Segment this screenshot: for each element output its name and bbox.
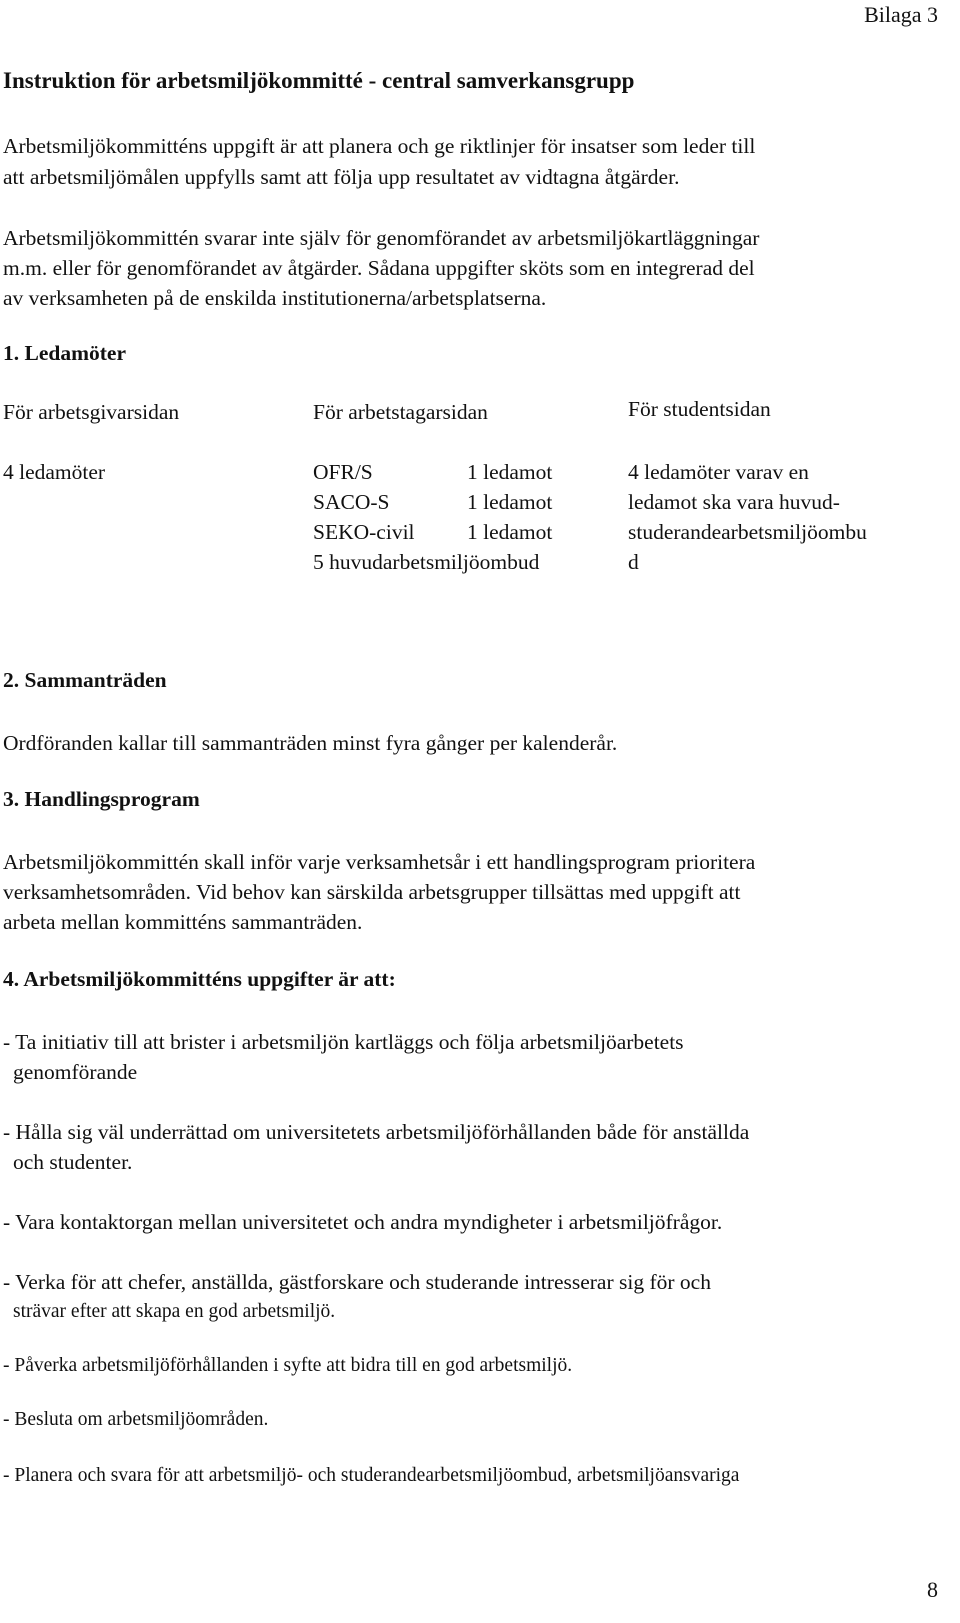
employee-count-2: 1 ledamot (467, 490, 553, 514)
intro-paragraph-1-line-2: att arbetsmiljömålen uppfylls samt att följa upp resultatet av vidtagna åtgärder. (3, 165, 680, 189)
task-item-2-line-2: och studenter. (13, 1150, 133, 1174)
col-employer-header: För arbetsgivarsidan (3, 400, 180, 424)
employee-count-1: 1 ledamot (467, 460, 553, 484)
section-1-heading: 1. Ledamöter (3, 341, 126, 365)
intro-paragraph-2-line-1: Arbetsmiljökommittén svarar inte själv för genomförandet av arbetsmiljökartläggningar (3, 226, 760, 250)
student-line-1: 4 ledamöter varav en (628, 460, 809, 484)
student-line-4: d (628, 550, 639, 574)
task-item-1-line-2: genomförande (13, 1060, 138, 1084)
employee-count-3: 1 ledamot (467, 520, 553, 544)
task-item-7-line-1: - Planera och svara för att arbetsmiljö- och studerandearbetsmiljöombud, arbetsmiljöansvariga (3, 1465, 740, 1486)
employee-org-3: SEKO-civil (313, 520, 415, 544)
intro-paragraph-2-line-2: m.m. eller för genomförandet av åtgärder. Sådana uppgifter sköts som en integrerad del (3, 256, 755, 280)
page-title: Instruktion för arbetsmiljökommitté - central samverkansgrupp (3, 68, 635, 93)
section-3-heading: 3. Handlingsprogram (3, 787, 200, 811)
employee-org-1: OFR/S (313, 460, 373, 484)
student-line-2: ledamot ska vara huvud- (628, 490, 840, 514)
employee-safety-reps: 5 huvudarbetsmiljöombud (313, 550, 540, 574)
employer-members: 4 ledamöter (3, 460, 106, 484)
task-item-2-line-1: - Hålla sig väl underrättad om universitetets arbetsmiljöförhållanden både för anställda (3, 1120, 750, 1144)
appendix-label: Bilaga 3 (864, 2, 938, 27)
intro-paragraph-1-line-1: Arbetsmiljökommitténs uppgift är att planera och ge riktlinjer för insatser som leder till (3, 134, 756, 158)
task-item-3-line-1: - Vara kontaktorgan mellan universitetet och andra myndigheter i arbetsmiljöfrågor. (3, 1210, 723, 1234)
task-item-1-line-1: - Ta initiativ till att brister i arbetsmiljön kartläggs och följa arbetsmiljöarbetets (3, 1030, 684, 1054)
section-2-heading: 2. Sammanträden (3, 668, 167, 692)
col-student-header: För studentsidan (628, 397, 771, 421)
section-3-line-1: Arbetsmiljökommittén skall inför varje verksamhetsår i ett handlingsprogram prioritera (3, 850, 756, 874)
intro-paragraph-2-line-3: av verksamheten på de enskilda institutionerna/arbetsplatserna. (3, 286, 547, 310)
task-item-6-line-1: - Besluta om arbetsmiljöområden. (3, 1409, 269, 1430)
page-number: 8 (927, 1577, 938, 1602)
task-item-4-line-2: strävar efter att skapa en god arbetsmiljö. (13, 1301, 336, 1322)
col-employee-header: För arbetstagarsidan (313, 400, 488, 424)
section-4-heading: 4. Arbetsmiljökommitténs uppgifter är att: (3, 967, 396, 991)
task-item-4-line-1: - Verka för att chefer, anställda, gästforskare och studerande intresserar sig för och (3, 1270, 711, 1294)
task-item-5-line-1: - Påverka arbetsmiljöförhållanden i syfte att bidra till en god arbetsmiljö. (3, 1355, 573, 1376)
employee-org-2: SACO-S (313, 490, 390, 514)
section-3-line-3: arbeta mellan kommitténs sammanträden. (3, 910, 363, 934)
student-line-3: studerandearbetsmiljöombu (628, 520, 867, 544)
section-3-line-2: verksamhetsområden. Vid behov kan särskilda arbetsgrupper tillsättas med uppgift att (3, 880, 741, 904)
section-2-text: Ordföranden kallar till sammanträden minst fyra gånger per kalenderår. (3, 731, 618, 755)
